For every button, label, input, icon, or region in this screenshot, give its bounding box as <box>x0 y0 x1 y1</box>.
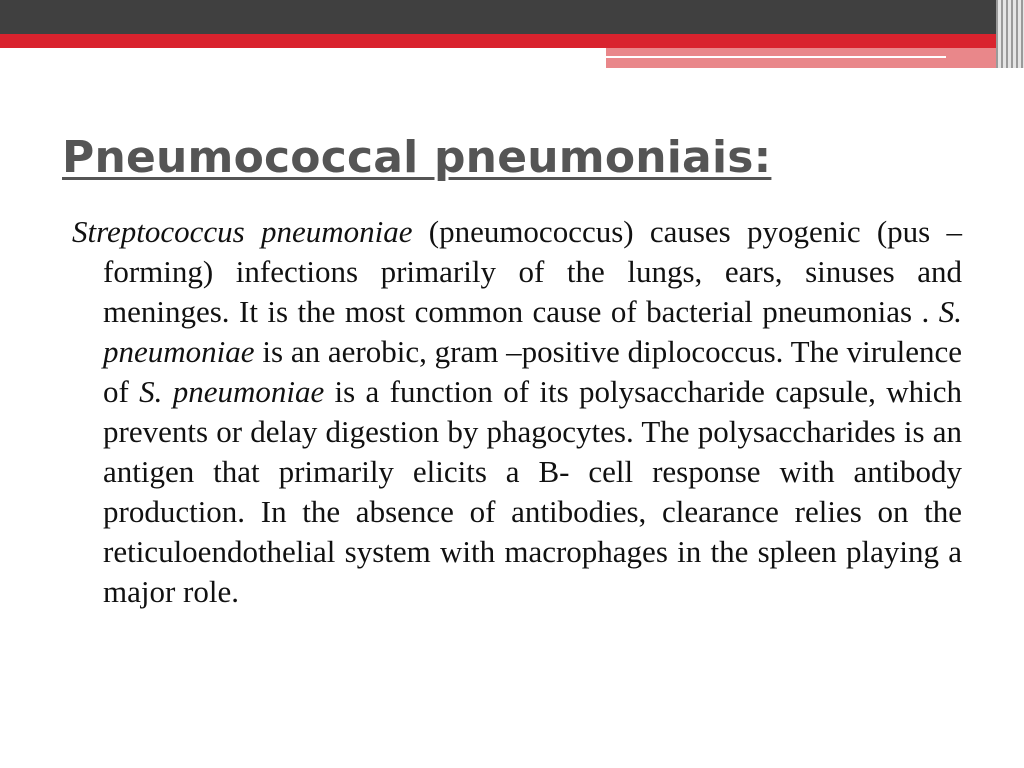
slide-title: Pneumococcal pneumoniais: <box>62 132 772 183</box>
text-italic-species-abbrev-1: S. pneumoniae <box>103 294 962 369</box>
decorative-stripes <box>996 0 1024 68</box>
text-segment-1: (pneumococcus) causes pyogenic (pus –forming) infections primarily of the lungs, ears, sinuses and meninges. It is the most common cause of bacterial pneumonias . <box>103 214 962 329</box>
top-dark-bar <box>0 0 1024 34</box>
text-segment-2: is an aerobic, gram –positive diplococcus. The virulence of <box>103 334 962 409</box>
red-accent-band <box>0 34 1024 48</box>
slide-body-paragraph <box>72 212 962 612</box>
text-italic-species: Streptococcus pneumoniae <box>72 214 413 249</box>
light-red-accent-band <box>606 48 1006 68</box>
text-italic-species-abbrev-2: S. pneumoniae <box>139 374 325 409</box>
text-segment-3: is a function of its polysaccharide capsule, which prevents or delay digestion by phagocytes. The polysaccharides is an antigen that primarily elicits a B- cell response with antibody production. In the absence of antibodies, clearance relies on the reticuloendothelial system with macrophages in the spleen playing a major role. <box>103 374 962 609</box>
accent-line <box>606 56 946 58</box>
